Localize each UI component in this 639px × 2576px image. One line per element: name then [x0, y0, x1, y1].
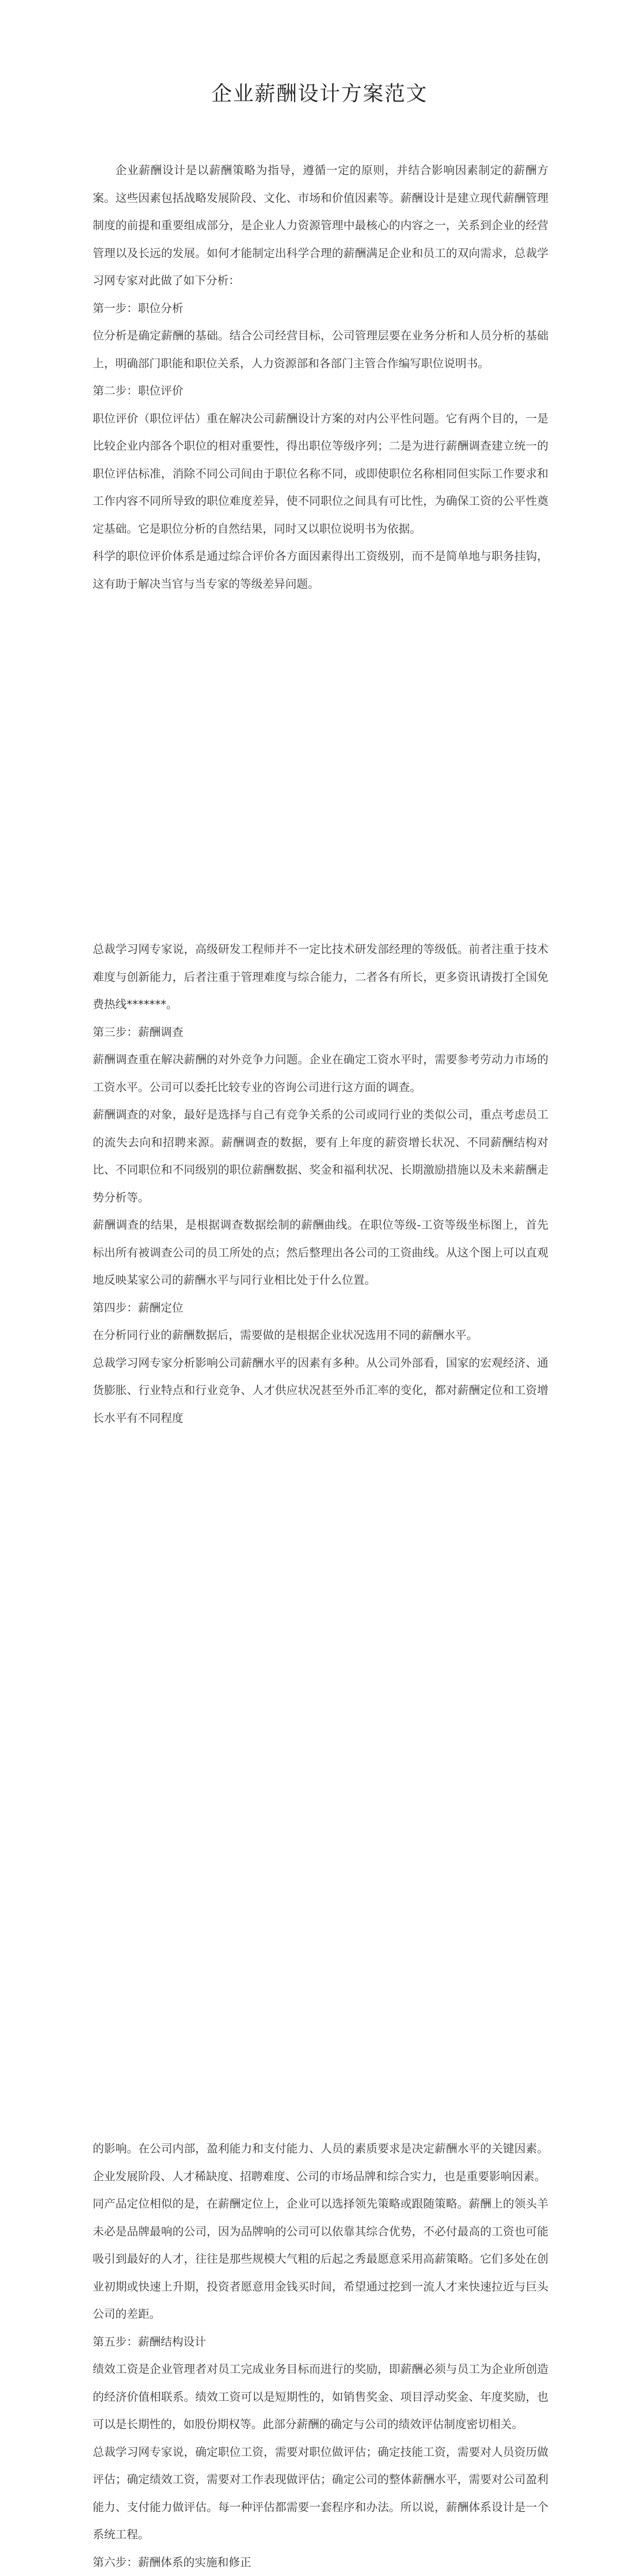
paragraph: 的影响。在公司内部，盈利能力和支付能力、人员的素质要求是决定薪酬水平的关键因素。企业发展阶段、人才稀缺度、招聘难度、公司的市场品牌和综合实力，也是重要影响因素。	[93, 2143, 548, 2183]
paragraph: 企业薪酬设计是以薪酬策略为指导，遵循一定的原则，并结合影响因素制定的薪酬方案。这些因素包括战略发展阶段、文化、市场和价值因素等。薪酬设计是建立现代薪酬管理制度的前提和重要组成部分，是企业人力资源管理中最核心的内容之一，关系到企业的经营管理以及长远的发展。如何才能制定出科学合理的薪酬满足企业和员工的双向需求，总裁学习网专家对此做了如下分析：	[93, 164, 548, 287]
step-heading: 第五步：薪酬结构设计	[93, 2335, 206, 2349]
paragraph: 薪酬调查重在解决薪酬的对外竞争力问题。企业在确定工资水平时，需要参考劳动力市场的工资水平。公司可以委托比较专业的咨询公司进行这方面的调查。	[93, 1054, 548, 1094]
text-block-3	[93, 2136, 548, 2576]
text-block-2	[93, 936, 548, 1432]
step-heading: 第三步：薪酬调查	[93, 1026, 184, 1039]
document-title: 企业薪酬设计方案范文	[211, 82, 428, 106]
paragraph: 绩效工资是企业管理者对员工完成业务目标而进行的奖励，即薪酬必须与员工为企业所创造的经济价值相联系。绩效工资可以是短期性的，如销售奖金、项目浮动奖金、年度奖励，也可以是长期性的，如股份期权等。此部分薪酬的确定与公司的绩效评估制度密切相关。	[93, 2363, 548, 2431]
paragraph: 职位评价（职位评估）重在解决公司薪酬设计方案的对内公平性问题。它有两个目的，一是比较企业内部各个职位的相对重要性，得出职位等级序列；二是为进行薪酬调查建立统一的职位评估标准，消除不同公司间由于职位名称不同，或即使职位名称相同但实际工作要求和工作内容不同所导致的职位难度差异，使不同职位之间具有可比性，为确保工资的公平性奠定基础。它是职位分析的自然结果，同时又以职位说明书为依据。	[93, 412, 548, 536]
paragraph: 同产品定位相似的是，在薪酬定位上，企业可以选择领先策略或跟随策略。薪酬上的领头羊未必是品牌最响的公司，因为品牌响的公司可以依靠其综合优势，不必付最高的工资也可能吸引到最好的人才，往往是那些规模大气粗的后起之秀最愿意采用高薪策略。它们多处在创业初期或快速上升期，投资者愿意用金钱买时间，希望通过挖到一流人才来快速拉近与巨头公司的差距。	[93, 2198, 548, 2321]
paragraph: 位分析是确定薪酬的基础。结合公司经营目标，公司管理层要在业务分析和人员分析的基础上，明确部门职能和职位关系，人力资源部和各部门主管合作编写职位说明书。	[93, 330, 548, 370]
paragraph: 科学的职位评价体系是通过综合评价各方面因素得出工资级别，而不是简单地与职务挂钩，这有助于解决当官与当专家的等级差异问题。	[93, 550, 548, 591]
paragraph: 总裁学习网专家说，高级研发工程师并不一定比技术研发部经理的等级低。前者注重于技术难度与创新能力，后者注重于管理难度与综合能力，二者各有所长，更多资讯请拨打全国免费热线*******。	[93, 943, 548, 1011]
paragraph: 薪酬调查的结果，是根据调查数据绘制的薪酬曲线。在职位等级-工资等级坐标图上，首先标出所有被调查公司的员工所处的点；然后整理出各公司的工资曲线。从这个图上可以直观地反映某家公司的薪酬水平与同行业相比处于什么位置。	[93, 1219, 548, 1287]
step-heading: 第四步：薪酬定位	[93, 1301, 184, 1315]
step-heading: 第一步：职位分析	[93, 302, 184, 315]
paragraph: 总裁学习网专家分析影响公司薪酬水平的因素有多种。从公司外部看，国家的宏观经济、通货膨胀、行业特点和行业竞争、人才供应状况甚至外币汇率的变化，都对薪酬定位和工资增长水平有不同程度	[93, 1357, 548, 1425]
text-block-1	[93, 157, 548, 598]
step-heading: 第六步：薪酬体系的实施和修正	[93, 2556, 252, 2569]
paragraph: 总裁学习网专家说，确定职位工资，需要对职位做评估；确定技能工资，需要对人员资历做评估；确定绩效工资，需要对工作表现做评估；确定公司的整体薪酬水平，需要对公司盈利能力、支付能力做评估。每一种评估都需要一套程序和办法。所以说，薪酬体系设计是一个系统工程。	[93, 2446, 548, 2541]
step-heading: 第二步：职位评价	[93, 385, 184, 398]
paragraph: 薪酬调查的对象，最好是选择与自己有竞争关系的公司或同行业的类似公司，重点考虑员工的流失去向和招聘来源。薪酬调查的数据，要有上年度的薪资增长状况、不同薪酬结构对比、不同职位和不同级别的职位薪酬数据、奖金和福利状况、长期激励措施以及未来薪酬走势分析等。	[93, 1109, 548, 1205]
paragraph: 在分析同行业的薪酬数据后，需要做的是根据企业状况选用不同的薪酬水平。	[93, 1329, 478, 1342]
